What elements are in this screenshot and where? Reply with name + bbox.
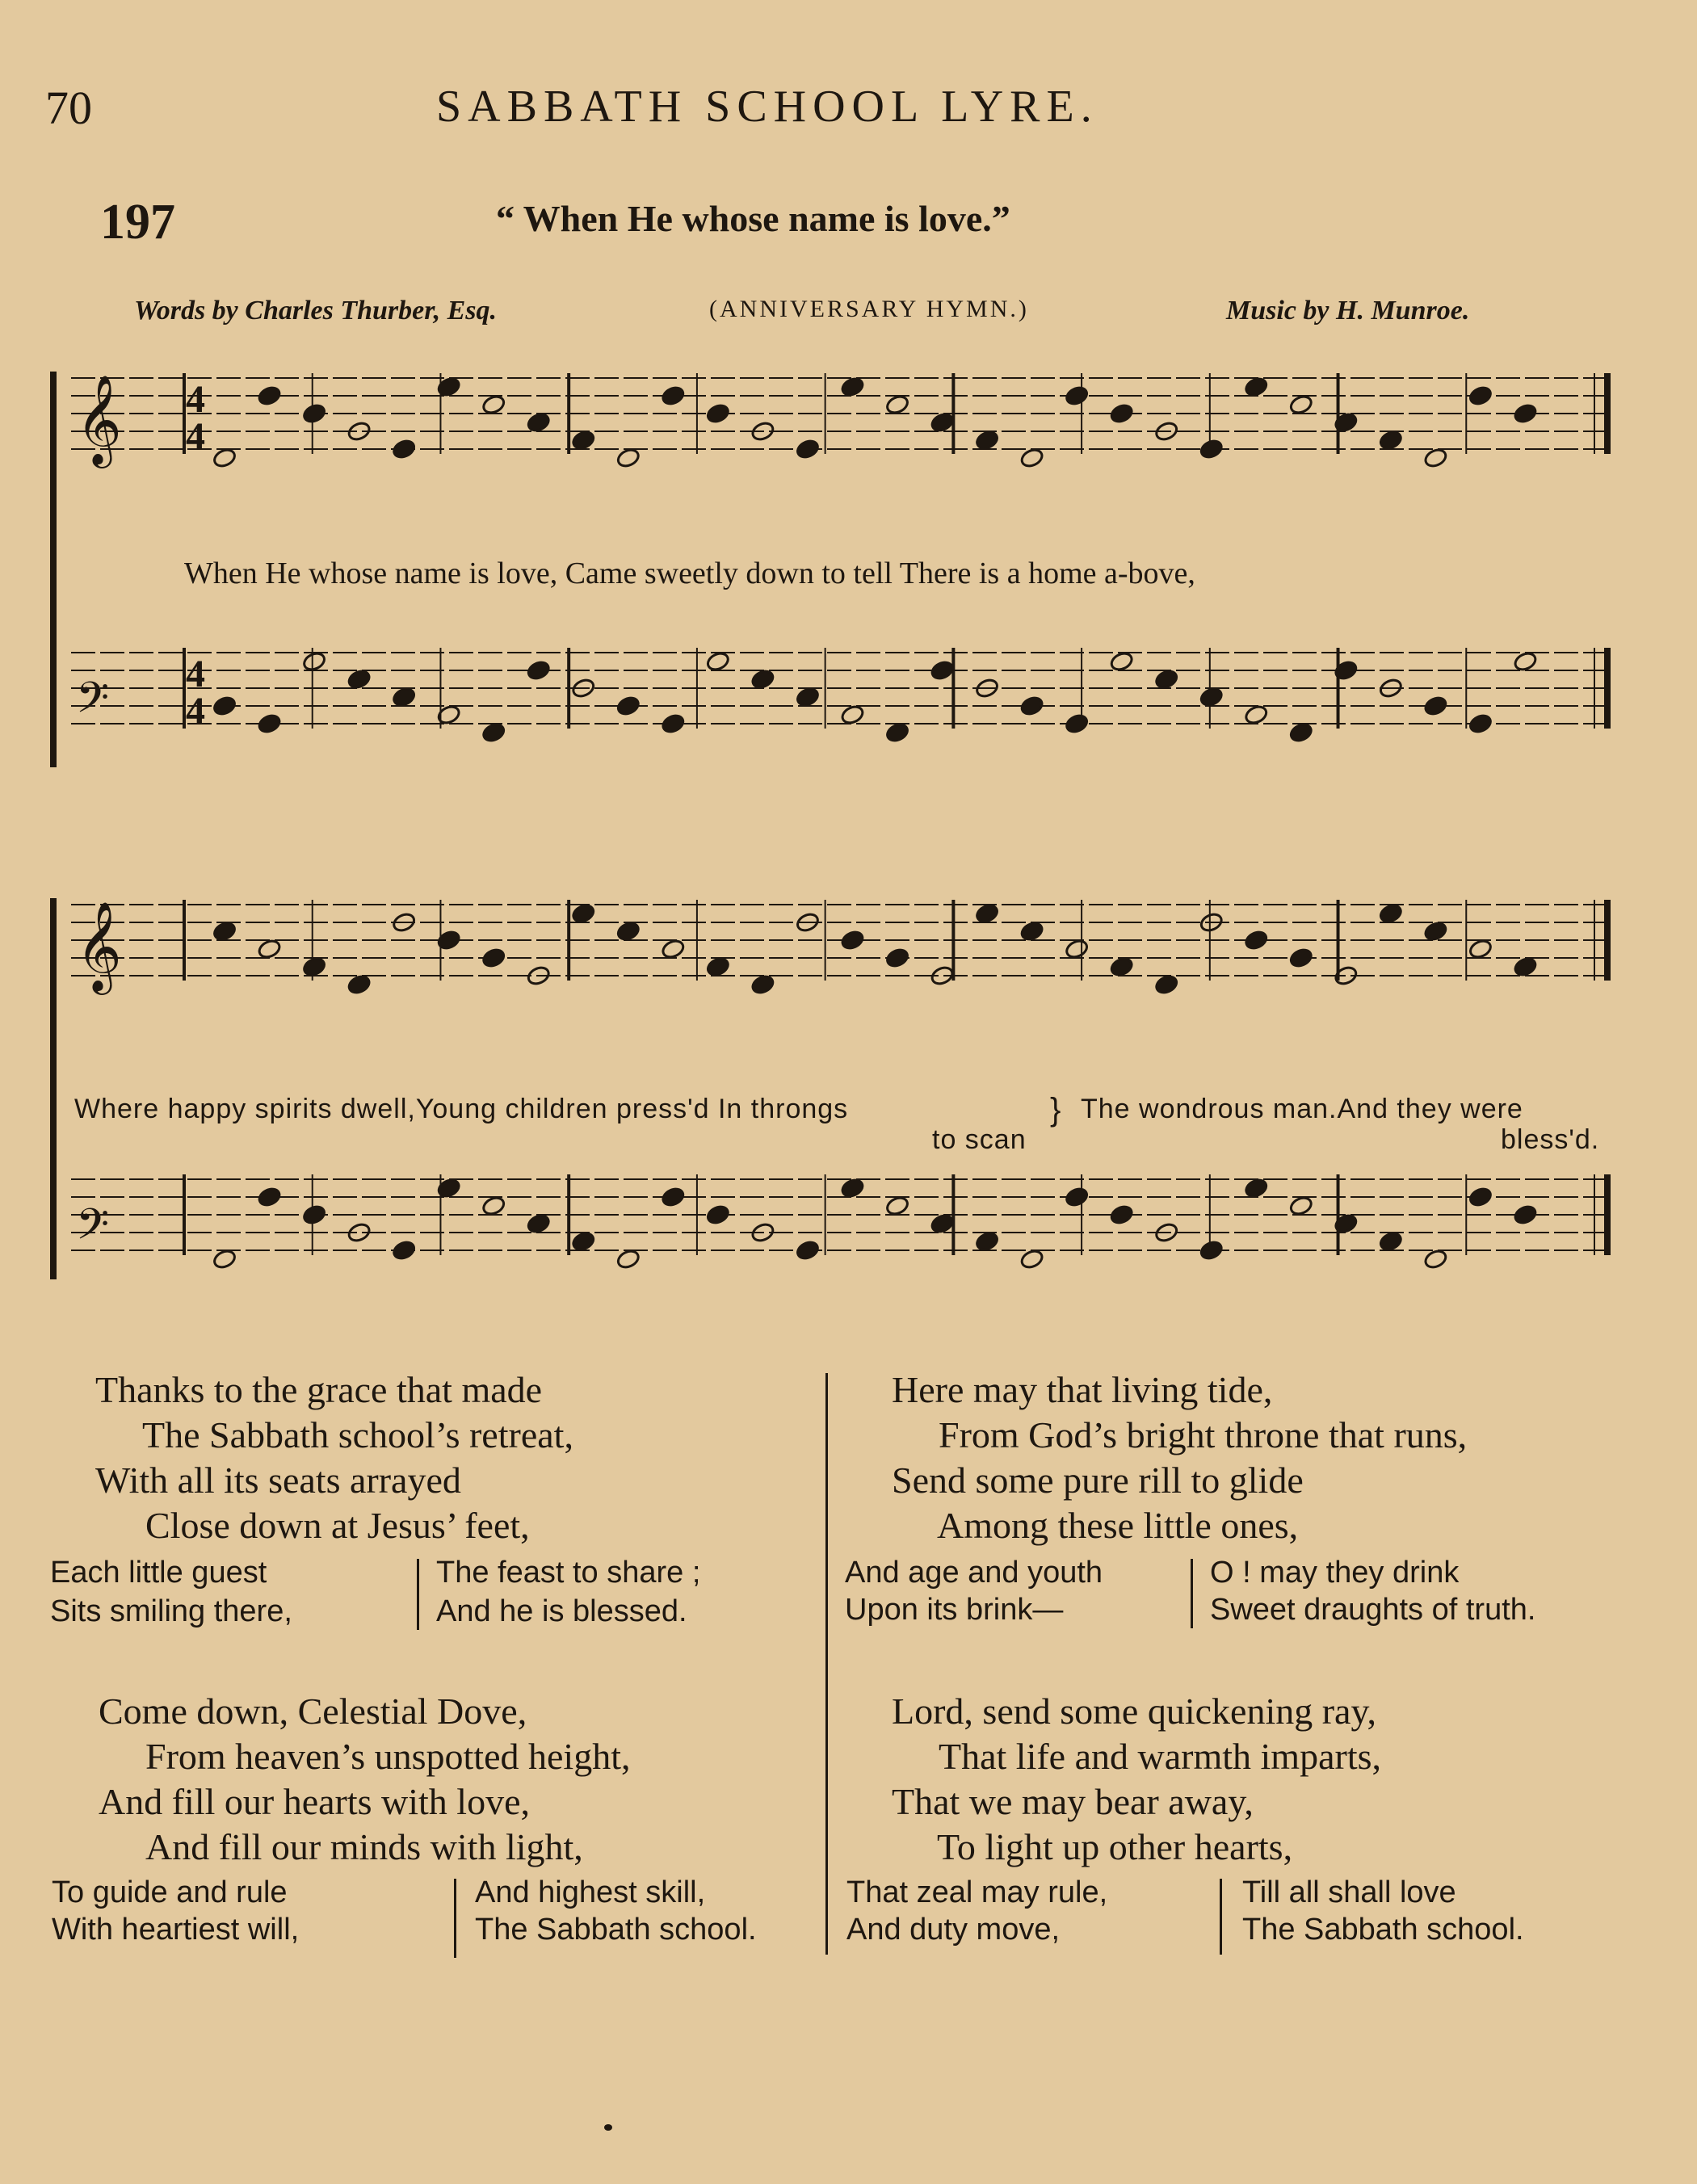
- verse-line: And fill our hearts with love,: [99, 1781, 531, 1822]
- refrain-divider: [454, 1879, 456, 1958]
- time-signature: 4: [186, 690, 205, 733]
- system2-lyric-c: The wondrous man.And they were: [1081, 1094, 1523, 1124]
- note-head: [840, 929, 865, 951]
- note-head: [930, 659, 955, 681]
- column-divider: [825, 1373, 828, 1955]
- note-head: [1154, 973, 1179, 995]
- note-head: [1378, 1230, 1403, 1252]
- note-head: [301, 650, 326, 672]
- note-head: [1423, 920, 1448, 942]
- note-head: [1468, 1186, 1493, 1208]
- note-head: [1288, 947, 1313, 968]
- note-head: [1154, 668, 1179, 690]
- note-head: [571, 429, 596, 451]
- music-credit: Music by H. Munroe.: [1226, 296, 1470, 326]
- verse-line: Close down at Jesus’ feet,: [145, 1505, 530, 1546]
- verse-line: From God’s bright throne that runs,: [939, 1414, 1468, 1455]
- note-head: [705, 956, 730, 977]
- note-head: [1378, 429, 1403, 451]
- note-head: [1199, 686, 1224, 708]
- system2-lyric-d: bless'd.: [1501, 1124, 1600, 1155]
- note-head: [1513, 956, 1538, 977]
- refrain-divider: [1220, 1879, 1222, 1955]
- note-head: [705, 1203, 730, 1225]
- verse-line: With all its seats arrayed: [95, 1460, 461, 1501]
- note-head: [481, 947, 506, 968]
- verse-line: Send some pure rill to glide: [892, 1460, 1304, 1501]
- note-head: [1065, 938, 1090, 960]
- refrain-line: That zeal may rule,: [846, 1875, 1108, 1909]
- verse-line: Among these little ones,: [937, 1505, 1299, 1546]
- note-head: [212, 695, 237, 716]
- note-head: [1109, 402, 1134, 424]
- note-head: [1019, 920, 1044, 942]
- note-head: [301, 1203, 326, 1225]
- note-head: [1199, 1239, 1224, 1261]
- refrain-divider: [1191, 1559, 1193, 1628]
- final-barline: [1604, 1174, 1611, 1255]
- verse-line: The Sabbath school’s retreat,: [142, 1414, 573, 1455]
- note-head: [1423, 695, 1448, 716]
- note-head: [661, 938, 686, 960]
- note-head: [1244, 704, 1269, 725]
- note-head: [661, 1186, 686, 1208]
- note-head: [1423, 1248, 1448, 1270]
- note-head: [1288, 1195, 1313, 1216]
- note-head: [795, 686, 820, 708]
- note-head: [615, 695, 641, 716]
- system1-lyric: When He whose name is love, Came sweetly down to tell There is a home a-bove,: [184, 556, 1195, 590]
- note-head: [1065, 712, 1090, 734]
- note-head: [1468, 384, 1493, 406]
- note-head: [750, 973, 775, 995]
- note-head: [974, 1230, 999, 1252]
- note-head: [392, 1239, 417, 1261]
- verse-line: Here may that living tide,: [892, 1369, 1273, 1410]
- note-head: [615, 1248, 641, 1270]
- note-head: [840, 376, 865, 397]
- refrain-divider: [417, 1559, 419, 1630]
- note-head: [974, 902, 999, 924]
- refrain-line: The Sabbath school.: [475, 1913, 757, 1947]
- note-head: [1019, 1248, 1044, 1270]
- final-barline: [1604, 900, 1611, 981]
- verse-line: And fill our minds with light,: [145, 1826, 583, 1867]
- note-head: [1513, 402, 1538, 424]
- note-head: [257, 938, 282, 960]
- note-head: [884, 1195, 909, 1216]
- note-head: [974, 429, 999, 451]
- system-bracket: [50, 898, 57, 1279]
- note-head: [705, 402, 730, 424]
- time-signature: 4: [186, 378, 205, 421]
- note-head: [257, 712, 282, 734]
- note-head: [571, 1230, 596, 1252]
- note-head: [301, 956, 326, 977]
- note-head: [884, 947, 909, 968]
- refrain-line: The Sabbath school.: [1242, 1913, 1524, 1947]
- note-head: [930, 411, 955, 433]
- brace-glyph: }: [1050, 1092, 1062, 1128]
- note-head: [1019, 695, 1044, 716]
- note-head: [1065, 384, 1090, 406]
- note-head: [840, 1177, 865, 1199]
- note-head: [212, 447, 237, 468]
- note-head: [392, 686, 417, 708]
- note-head: [392, 438, 417, 460]
- note-head: [1513, 1203, 1538, 1225]
- bass-clef: 𝄢: [76, 674, 110, 733]
- verse-line: Thanks to the grace that made: [95, 1369, 543, 1410]
- verse-line: Come down, Celestial Dove,: [99, 1690, 527, 1732]
- note-head: [1065, 1186, 1090, 1208]
- system2-lyric-a: Where happy spirits dwell,Young children press'd In throngs: [74, 1094, 849, 1124]
- refrain-line: And he is blessed.: [436, 1594, 687, 1628]
- verse-line: To light up other hearts,: [937, 1826, 1293, 1867]
- refrain-line: The feast to share ;: [436, 1556, 701, 1590]
- refrain-line: Upon its brink—: [845, 1593, 1064, 1627]
- note-head: [526, 1212, 551, 1234]
- note-head: [1244, 1177, 1269, 1199]
- refrain-line: Sits smiling there,: [50, 1594, 292, 1628]
- note-head: [257, 1186, 282, 1208]
- note-head: [615, 920, 641, 942]
- note-head: [1109, 650, 1134, 672]
- note-head: [526, 659, 551, 681]
- refrain-line: Sweet draughts of truth.: [1210, 1593, 1536, 1627]
- final-barline: [1604, 648, 1611, 729]
- note-head: [615, 447, 641, 468]
- note-head: [1513, 650, 1538, 672]
- note-head: [930, 1212, 955, 1234]
- time-signature: 4: [186, 653, 205, 695]
- note-head: [1468, 712, 1493, 734]
- note-head: [930, 964, 955, 986]
- note-head: [884, 721, 909, 743]
- note-head: [661, 712, 686, 734]
- note-head: [840, 704, 865, 725]
- note-head: [526, 411, 551, 433]
- note-head: [1288, 393, 1313, 415]
- note-head: [884, 393, 909, 415]
- treble-clef: 𝄞: [76, 374, 122, 464]
- note-head: [481, 721, 506, 743]
- hymn-occasion: (ANNIVERSARY HYMN.): [709, 296, 1029, 322]
- bass-clef: 𝄢: [76, 1200, 110, 1260]
- refrain-line: And duty move,: [846, 1913, 1061, 1947]
- refrain-line: And age and youth: [845, 1556, 1103, 1590]
- note-head: [347, 1221, 372, 1243]
- note-head: [481, 1195, 506, 1216]
- note-head: [212, 1248, 237, 1270]
- note-head: [347, 420, 372, 442]
- note-head: [301, 402, 326, 424]
- verse-line: Lord, send some quickening ray,: [892, 1690, 1376, 1732]
- words-credit: Words by Charles Thurber, Esq.: [134, 296, 498, 326]
- refrain-line: To guide and rule: [52, 1875, 288, 1909]
- note-head: [750, 668, 775, 690]
- note-head: [705, 650, 730, 672]
- hymn-number: 197: [100, 195, 175, 250]
- system-bracket: [50, 372, 57, 767]
- running-head: SABBATH SCHOOL LYRE.: [436, 82, 1098, 132]
- note-head: [481, 393, 506, 415]
- note-head: [795, 438, 820, 460]
- page-number: 70: [45, 82, 92, 134]
- printer-mark: [604, 2124, 612, 2131]
- note-head: [661, 384, 686, 406]
- system2-lyric-b: to scan: [932, 1124, 1027, 1155]
- time-signature: 4: [186, 415, 205, 458]
- note-head: [795, 1239, 820, 1261]
- refrain-line: O ! may they drink: [1210, 1556, 1460, 1590]
- verse-line: That we may bear away,: [892, 1781, 1254, 1822]
- verse-line: From heaven’s unspotted height,: [145, 1736, 631, 1777]
- refrain-line: With heartiest will,: [52, 1913, 300, 1947]
- note-head: [347, 668, 372, 690]
- refrain-line: And highest skill,: [475, 1875, 706, 1909]
- note-head: [1288, 721, 1313, 743]
- note-head: [1244, 376, 1269, 397]
- treble-clef: 𝄞: [76, 901, 122, 991]
- note-head: [212, 920, 237, 942]
- note-head: [1199, 438, 1224, 460]
- note-head: [257, 384, 282, 406]
- refrain-line: Each little guest: [50, 1556, 267, 1590]
- note-head: [1244, 929, 1269, 951]
- hymn-title: “ When He whose name is love.”: [496, 198, 1010, 239]
- note-head: [571, 902, 596, 924]
- final-barline: [1604, 373, 1611, 454]
- note-head: [347, 973, 372, 995]
- note-head: [1109, 956, 1134, 977]
- refrain-line: Till all shall love: [1242, 1875, 1456, 1909]
- note-head: [1423, 447, 1448, 468]
- note-head: [1468, 938, 1493, 960]
- note-head: [1378, 902, 1403, 924]
- note-head: [1109, 1203, 1134, 1225]
- verse-line: That life and warmth imparts,: [939, 1736, 1382, 1777]
- note-head: [1019, 447, 1044, 468]
